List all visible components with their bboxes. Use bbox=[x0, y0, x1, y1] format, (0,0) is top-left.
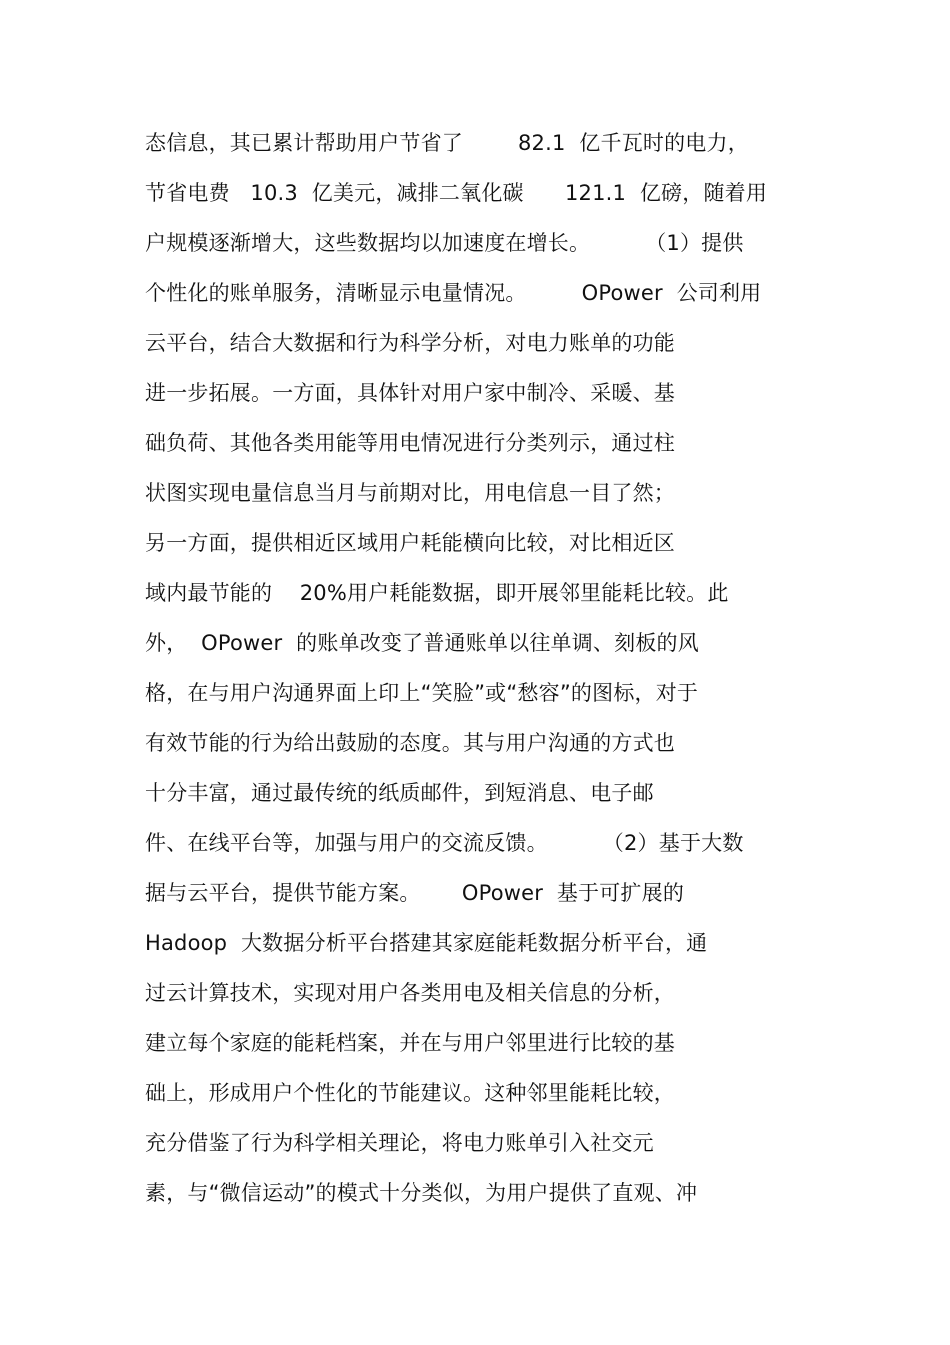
text-line: 素，与“微信运动”的模式十分类似，为用户提供了直观、冲 bbox=[145, 1181, 698, 1205]
text-line: 态信息，其已累计帮助用户节省了 82.1 亿千瓦时的电力， bbox=[145, 131, 749, 155]
text-line: 云平台，结合大数据和行为科学分析，对电力账单的功能 bbox=[145, 331, 675, 355]
text-line: 状图实现电量信息当月与前期对比，用电信息一目了然； bbox=[145, 481, 675, 505]
text-line: 础负荷、其他各类用能等用电情况进行分类列示，通过柱 bbox=[145, 431, 675, 455]
text-line: 础上，形成用户个性化的节能建议。这种邻里能耗比较， bbox=[145, 1081, 675, 1105]
text-line: 域内最节能的 20%用户耗能数据，即开展邻里能耗比较。此 bbox=[145, 581, 729, 605]
text-line: 建立每个家庭的能耗档案，并在与用户邻里进行比较的基 bbox=[145, 1031, 675, 1055]
text-line: 外， OPower 的账单改变了普通账单以往单调、刻板的风 bbox=[145, 631, 699, 655]
text-line: 户规模逐渐增大，这些数据均以加速度在增长。 （1）提供 bbox=[145, 231, 744, 255]
text-line: 格，在与用户沟通界面上印上“笑脸”或“愁容”的图标，对于 bbox=[145, 681, 699, 705]
text-line: 节省电费 10.3 亿美元，减排二氧化碳 121.1 亿磅，随着用 bbox=[145, 181, 768, 205]
text-line: 过云计算技术，实现对用户各类用电及相关信息的分析， bbox=[145, 981, 675, 1005]
text-line: 进一步拓展。一方面，具体针对用户家中制冷、采暖、基 bbox=[145, 381, 675, 405]
text-line: Hadoop 大数据分析平台搭建其家庭能耗数据分析平台，通 bbox=[145, 931, 708, 955]
text-line: 个性化的账单服务，清晰显示电量情况。 OPower 公司利用 bbox=[145, 281, 762, 305]
text-line: 另一方面，提供相近区域用户耗能横向比较，对比相近区 bbox=[145, 531, 675, 555]
text-line: 据与云平台，提供节能方案。 OPower 基于可扩展的 bbox=[145, 881, 685, 905]
text-line: 十分丰富，通过最传统的纸质邮件，到短消息、电子邮 bbox=[145, 781, 654, 805]
text-line: 充分借鉴了行为科学相关理论，将电力账单引入社交元 bbox=[145, 1131, 654, 1155]
body-text bbox=[145, 118, 845, 1218]
text-line: 件、在线平台等，加强与用户的交流反馈。 （2）基于大数 bbox=[145, 831, 744, 855]
text-line: 有效节能的行为给出鼓励的态度。其与用户沟通的方式也 bbox=[145, 731, 675, 755]
